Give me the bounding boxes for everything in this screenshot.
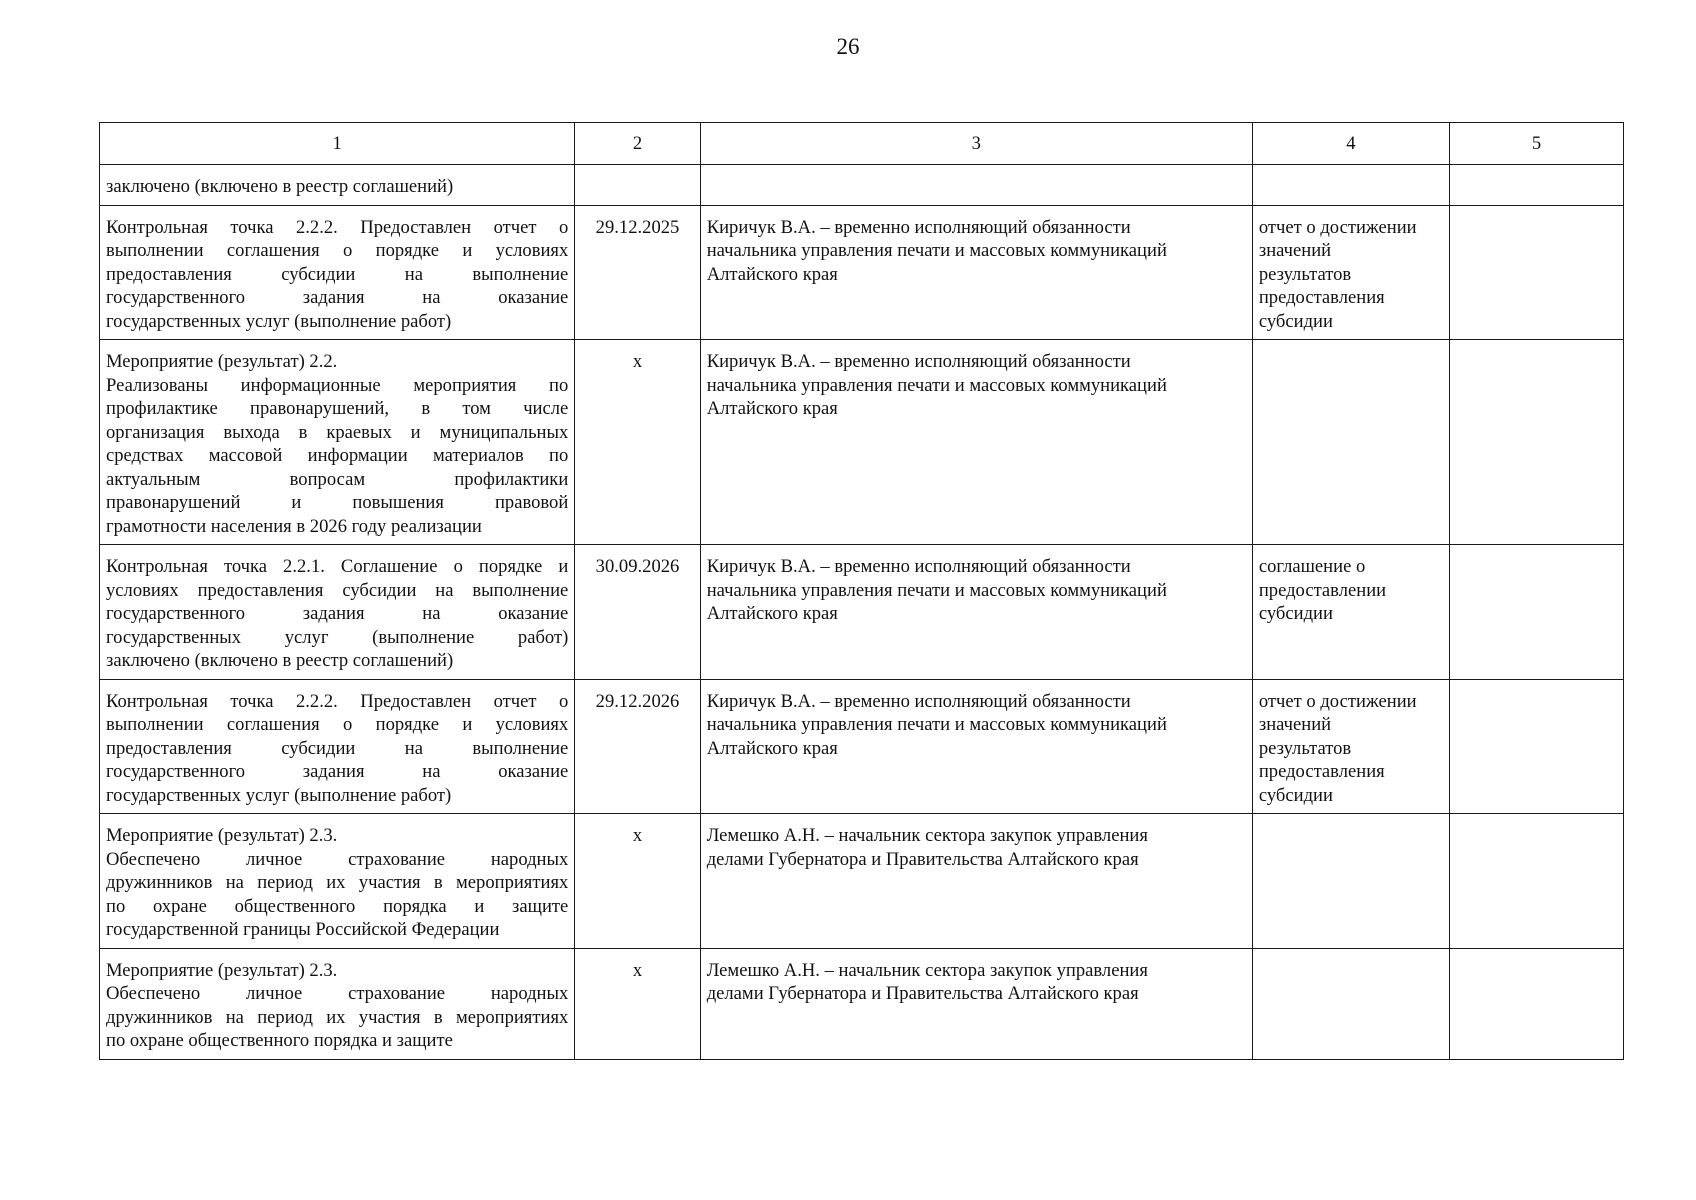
description-line: предоставления субсидии на выполнение: [106, 737, 569, 759]
responsible-cell: [700, 340, 1252, 545]
table-row: [100, 814, 1624, 949]
event-description-cell: [100, 340, 575, 545]
responsible-cell: [700, 205, 1252, 340]
info-system-cell: [1450, 948, 1624, 1059]
document-line: субсидии: [1258, 310, 1333, 332]
info-system-cell: [1450, 679, 1624, 814]
info-system-cell: [1450, 340, 1624, 545]
responsible-line: Киричук В.А. – временно исполняющий обязанности: [706, 556, 1131, 577]
document-line: отчет о достижении: [1258, 690, 1417, 712]
responsible-line: Алтайского края: [706, 737, 838, 759]
info-system-cell: [1450, 545, 1624, 680]
description-line: по охране общественного порядка и защите: [106, 1030, 453, 1051]
date-cell: 29.12.2025: [575, 205, 700, 340]
info-system-cell: [1450, 165, 1624, 206]
table-row: [100, 205, 1624, 340]
document-line: отчет о достижении: [1258, 216, 1417, 238]
table-row: [100, 948, 1624, 1059]
event-description-cell: [100, 165, 575, 206]
description-line: выполнении соглашения о порядке и условиях: [106, 714, 569, 735]
description-line: Контрольная точка 2.2.2. Предоставлен отчет о: [106, 690, 569, 712]
document-cell: [1252, 340, 1449, 545]
responsible-cell: [700, 814, 1252, 949]
header-cell-5: 5: [1450, 123, 1624, 165]
responsible-cell: [700, 679, 1252, 814]
document-cell: [1252, 814, 1449, 949]
description-line: дружинников на период их участия в мероприятиях: [106, 872, 569, 893]
document-line: результатов: [1258, 263, 1352, 285]
document-line: результатов: [1258, 737, 1352, 759]
description-line: условиях предоставления субсидии на выполнение: [106, 579, 569, 601]
header-cell-2: 2: [575, 123, 700, 165]
document-line: предоставления: [1258, 287, 1385, 308]
responsible-line: Алтайского края: [706, 603, 838, 624]
description-line: выполнении соглашения о порядке и условиях: [106, 240, 569, 261]
document-cell: [1252, 205, 1449, 340]
description-line: организация выхода в краевых и муниципальных: [106, 421, 569, 443]
description-line: Мероприятие (результат) 2.3.: [106, 959, 338, 981]
responsible-line: делами Губернатора и Правительства Алтайского края: [706, 983, 1139, 1004]
responsible-line: Киричук В.А. – временно исполняющий обязанности: [706, 351, 1131, 372]
document-cell: [1252, 165, 1449, 206]
responsible-line: Киричук В.А. – временно исполняющий обязанности: [706, 690, 1131, 712]
description-line: Мероприятие (результат) 2.3.: [106, 825, 338, 846]
header-cell-3: 3: [700, 123, 1252, 165]
plan-table: [99, 122, 1624, 1060]
document-cell: [1252, 679, 1449, 814]
date-cell: x: [575, 340, 700, 545]
description-line: Обеспечено личное страхование народных: [106, 983, 569, 1004]
document-line: предоставления: [1258, 761, 1385, 782]
description-line: Контрольная точка 2.2.2. Предоставлен отчет о: [106, 216, 569, 238]
description-line: государственного задания на оказание: [106, 287, 569, 308]
responsible-line: начальника управления печати и массовых коммуникаций: [706, 714, 1167, 735]
description-line: средствах массовой информации материалов по: [106, 445, 569, 466]
event-description-cell: [100, 814, 575, 949]
header-cell-1: 1: [100, 123, 575, 165]
table-row: [100, 679, 1624, 814]
document-line: субсидии: [1258, 603, 1333, 624]
responsible-cell: [700, 948, 1252, 1059]
responsible-line: Алтайского края: [706, 398, 838, 419]
responsible-line: начальника управления печати и массовых коммуникаций: [706, 240, 1167, 261]
description-line: Реализованы информационные мероприятия по: [106, 374, 569, 396]
responsible-line: начальника управления печати и массовых коммуникаций: [706, 579, 1167, 601]
event-description-cell: [100, 205, 575, 340]
document-line: субсидии: [1258, 784, 1333, 806]
header-cell-4: 4: [1252, 123, 1449, 165]
date-cell: 30.09.2026: [575, 545, 700, 680]
table-row: [100, 165, 1624, 206]
info-system-cell: [1450, 205, 1624, 340]
description-line: заключено (включено в реестр соглашений): [106, 650, 454, 671]
responsible-line: Лемешко А.Н. – начальник сектора закупок управления: [706, 959, 1148, 981]
info-system-cell: [1450, 814, 1624, 949]
description-line: Контрольная точка 2.2.1. Соглашение о порядке и: [106, 556, 569, 577]
event-description-cell: [100, 948, 575, 1059]
responsible-cell: [700, 545, 1252, 680]
description-line: государственных услуг (выполнение работ): [106, 310, 452, 332]
description-line: правонарушений и повышения правовой: [106, 492, 569, 513]
description-line: предоставления субсидии на выполнение: [106, 263, 569, 285]
description-line: по охране общественного порядка и защите: [106, 895, 569, 917]
responsible-line: начальника управления печати и массовых коммуникаций: [706, 374, 1167, 396]
table-row: [100, 545, 1624, 680]
description-line: Мероприятие (результат) 2.2.: [106, 351, 338, 372]
document-line: соглашение о: [1258, 556, 1366, 577]
document-cell: [1252, 545, 1449, 680]
document-cell: [1252, 948, 1449, 1059]
event-description-cell: [100, 679, 575, 814]
date-cell: [575, 165, 700, 206]
responsible-line: Лемешко А.Н. – начальник сектора закупок управления: [706, 825, 1148, 846]
description-line: дружинников на период их участия в мероприятиях: [106, 1006, 569, 1028]
date-cell: 29.12.2026: [575, 679, 700, 814]
description-line: грамотности населения в 2026 году реализации: [106, 515, 482, 537]
header-row: [100, 123, 1624, 165]
responsible-line: Алтайского края: [706, 263, 838, 285]
description-line: государственного задания на оказание: [106, 761, 569, 782]
document-line: предоставлении: [1258, 579, 1387, 601]
document-line: значений: [1258, 714, 1332, 735]
description-line: профилактике правонарушений, в том числе: [106, 398, 569, 419]
description-line: Обеспечено личное страхование народных: [106, 848, 569, 870]
table-row: [100, 340, 1624, 545]
page-number: 26: [836, 34, 860, 59]
description-line: заключено (включено в реестр соглашений): [106, 176, 454, 197]
responsible-line: делами Губернатора и Правительства Алтайского края: [706, 848, 1139, 870]
document-line: значений: [1258, 240, 1332, 261]
date-cell: x: [575, 948, 700, 1059]
table-body: [100, 165, 1624, 1060]
responsible-line: Киричук В.А. – временно исполняющий обязанности: [706, 216, 1131, 238]
event-description-cell: [100, 545, 575, 680]
description-line: государственной границы Российской Федерации: [106, 919, 500, 940]
responsible-cell: [700, 165, 1252, 206]
description-line: государственных услуг (выполнение работ): [106, 784, 452, 806]
description-line: государственных услуг (выполнение работ): [106, 626, 569, 648]
date-cell: x: [575, 814, 700, 949]
description-line: актуальным вопросам профилактики: [106, 468, 569, 490]
description-line: государственного задания на оказание: [106, 603, 569, 624]
